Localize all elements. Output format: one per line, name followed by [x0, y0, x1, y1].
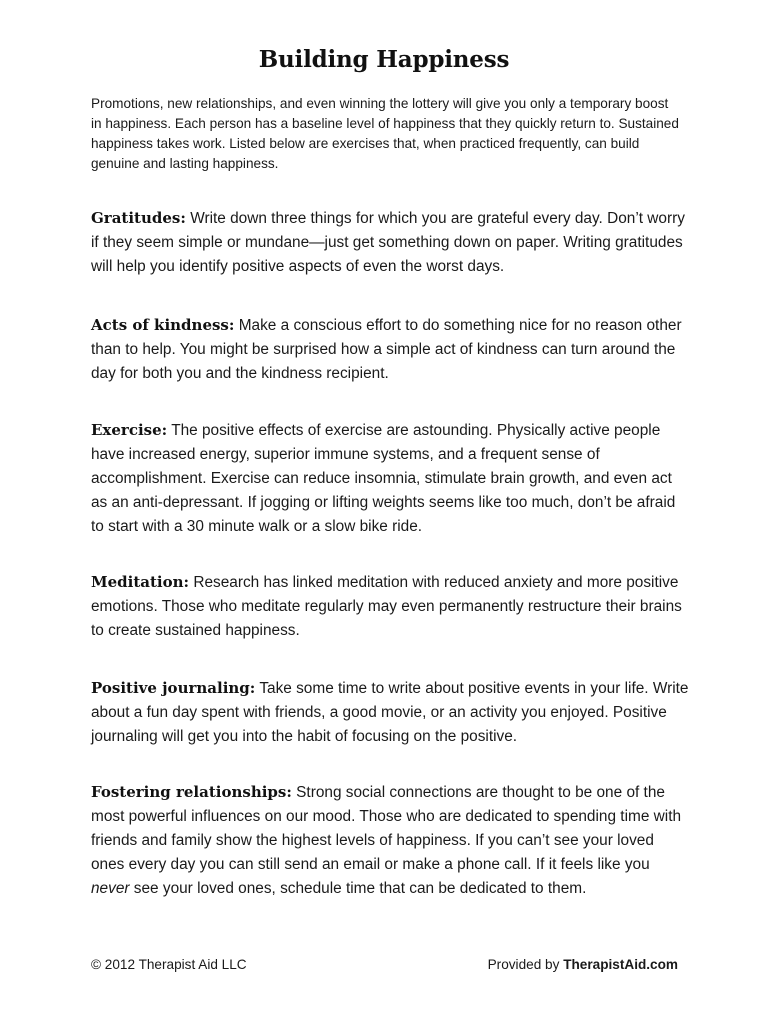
section-term: Exercise: — [91, 421, 168, 439]
section-text: Research has linked meditation with reduced anxiety and more positive emotions. Those who meditate regularly may even permanently restructure their brains to create sustained happiness. — [91, 574, 682, 639]
section-gratitudes — [91, 206, 691, 279]
section-exercise — [91, 418, 691, 539]
footer-copyright: © 2012 Therapist Aid LLC — [91, 957, 247, 972]
section-fostering-relationships — [91, 780, 691, 901]
section-term: Fostering relationships: — [91, 783, 292, 801]
section-text: The positive effects of exercise are astounding. Physically active people have increased energy, superior immune systems, and a frequent sense of accomplishment. Exercise can reduce insomnia, stimulate brain growth, and even act as an anti-depressant. If jogging or lifting weights seems like too much, don’t be afraid to start with a 30 minute walk or a slow bike ride. — [91, 422, 676, 535]
section-text: Take some time to write about positive events in your life. Write about a fun day spent with friends, a good movie, or an activity you enjoyed. Positive journaling will get you into the habit of focusing on the positive. — [91, 680, 689, 745]
section-positive-journaling — [91, 676, 691, 749]
section-acts-of-kindness — [91, 313, 691, 386]
section-text: Make a conscious effort to do something nice for no reason other than to help. You might be surprised how a simple act of kindness can turn around the day for both you and the kindness recipient. — [91, 317, 682, 382]
section-term: Gratitudes: — [91, 209, 186, 227]
section-text: Strong social connections are thought to be one of the most powerful influences on our mood. Those who are dedicated to spending time with friends and family show the highest levels of happiness. If you can’t see your loved ones every day you can still send an email or make a phone call. If it feels like you — [91, 784, 682, 873]
section-meditation — [91, 570, 691, 643]
footer-provided-by — [488, 957, 678, 972]
page-title: Building Happiness — [258, 46, 510, 73]
section-text: see your loved ones, schedule time that can be dedicated to them. — [133, 880, 587, 897]
section-term: Positive journaling: — [91, 679, 256, 697]
intro-paragraph: Promotions, new relationships, and even winning the lottery will give you only a temporary boost in happiness. Each person has a baseline level of happiness that they quickly return to. Sustained happiness takes work. Listed below are exercises that, when practiced frequently, can build genuine and lasting happiness. — [91, 96, 679, 171]
section-term: Acts of kindness: — [91, 316, 235, 334]
section-term: Meditation: — [91, 573, 190, 591]
footer-provided-by-label: Provided by — [487, 957, 560, 972]
section-text-emphasis: never — [91, 880, 130, 897]
section-text: Write down three things for which you are grateful every day. Don’t worry if they seem simple or mundane—just get something down on paper. Writing gratitudes will help you identify positive aspects of even the worst days. — [91, 210, 685, 275]
footer-brand-link[interactable]: TherapistAid.com — [563, 957, 678, 972]
